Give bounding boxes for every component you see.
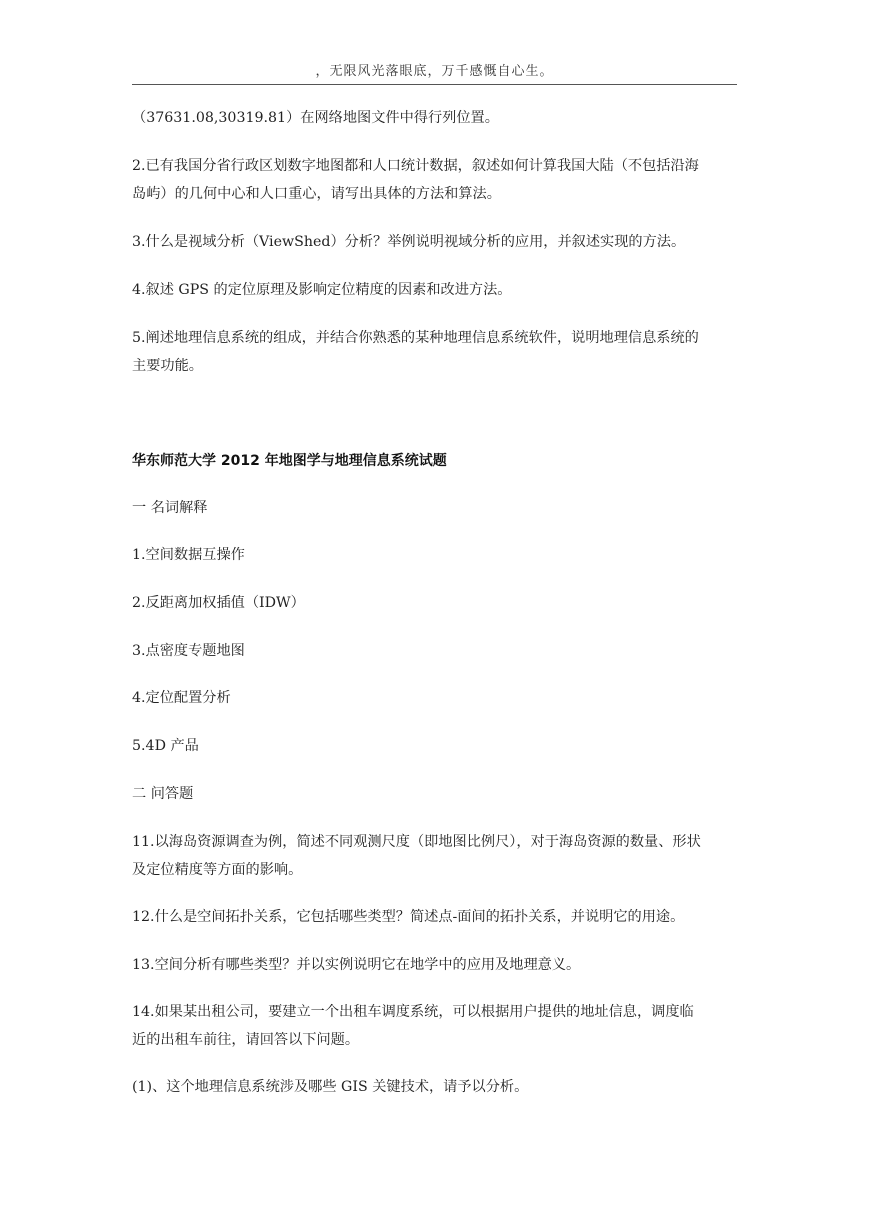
question-5-line-1: 5.阐述地理信息系统的组成，并结合你熟悉的某种地理信息系统软件，说明地理信息系统的 [132,330,699,346]
question-4: 4.叙述 GPS 的定位原理及影响定位精度的因素和改进方法。 [132,282,512,298]
question-11-line-1: 11.以海岛资源调查为例，简述不同观测尺度（即地图比例尺），对于海岛资源的数量、形状 [132,834,701,850]
question-5-line-2: 主要功能。 [132,358,203,374]
part-2-heading: 二 问答题 [132,786,194,802]
question-12: 12.什么是空间拓扑关系，它包括哪些类型？简述点-面间的拓扑关系，并说明它的用途。 [132,909,685,925]
exam-title: 华东师范大学 2012 年地图学与地理信息系统试题 [132,453,447,469]
part-1-heading: 一 名词解释 [132,500,208,516]
question-13: 13.空间分析有哪些类型？并以实例说明它在地学中的应用及地理意义。 [132,957,581,973]
term-4: 4.定位配置分析 [132,690,231,706]
question-14-line-2: 近的出租车前往，请回答以下问题。 [132,1032,360,1048]
header-divider [132,84,737,85]
continuation-text: （37631.08,30319.81）在网络地图文件中得行列位置。 [132,110,499,126]
question-2-line-2: 岛屿）的几何中心和人口重心，请写出具体的方法和算法。 [132,186,501,202]
term-5: 5.4D 产品 [132,738,199,754]
term-3: 3.点密度专题地图 [132,643,245,659]
question-14-line-1: 14.如果某出租公司，要建立一个出租车调度系统，可以根据用户提供的地址信息，调度临 [132,1004,694,1020]
question-11-line-2: 及定位精度等方面的影响。 [132,862,303,878]
term-1: 1.空间数据互操作 [132,547,245,563]
question-14-subquestion-1: (1)、这个地理信息系统涉及哪些 GIS 关键技术，请予以分析。 [132,1079,529,1095]
term-2: 2.反距离加权插值（IDW） [132,595,305,611]
page-header: ，无限风光落眼底，万千感慨自心生。 [315,64,554,79]
question-2-line-1: 2.已有我国分省行政区划数字地图都和人口统计数据，叙述如何计算我国大陆（不包括沿海 [132,158,699,174]
question-3: 3.什么是视域分析（ViewShed）分析？举例说明视域分析的应用，并叙述实现的方法。 [132,234,686,250]
